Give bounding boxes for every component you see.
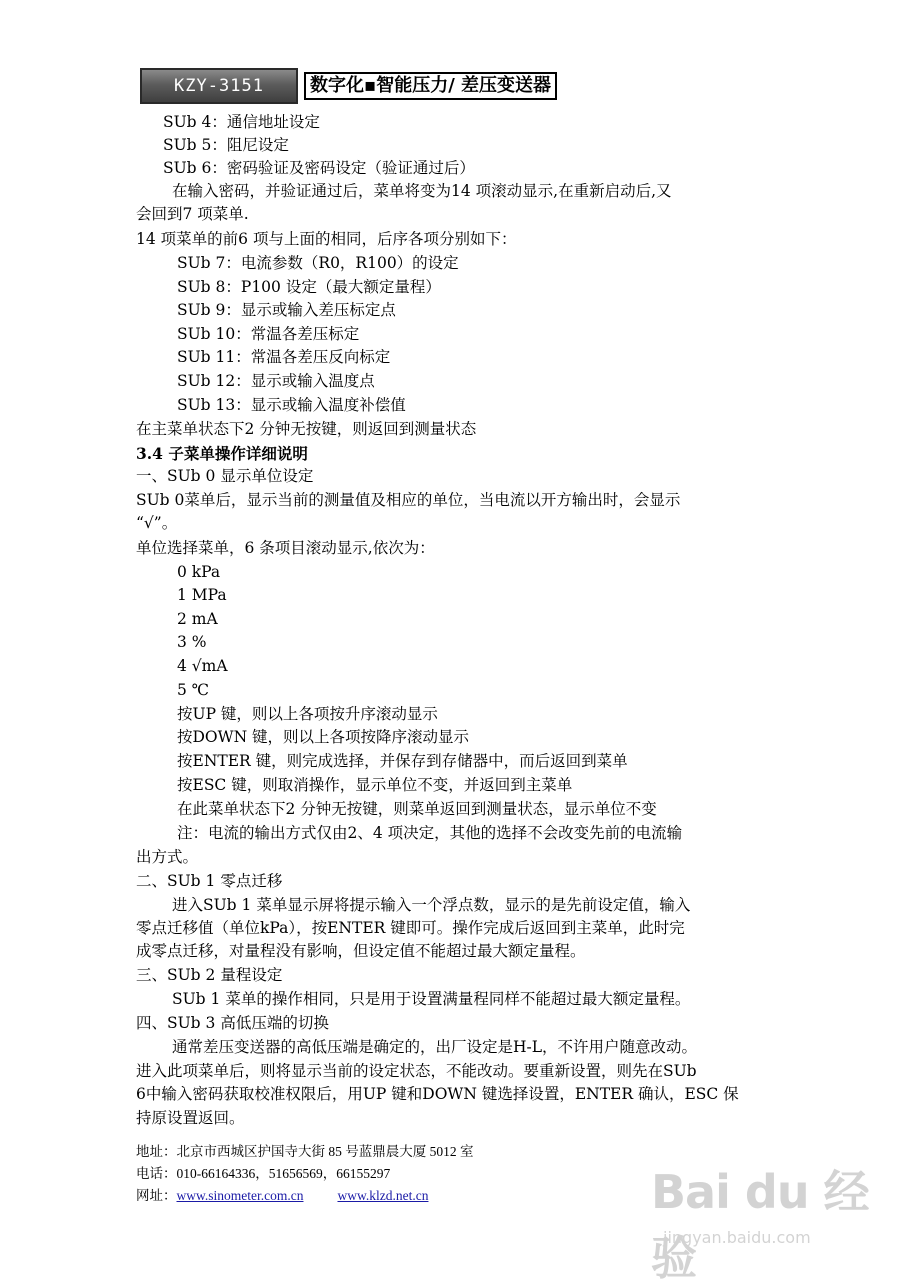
text-line: 会回到7 项菜单. [136,205,249,223]
text-line: SUb 6：密码验证及密码设定（验证通过后） [163,159,475,177]
unit-item: 3 % [177,633,207,651]
text-line: 按ENTER 键，则完成选择，并保存到存储器中，而后返回到菜单 [177,752,628,770]
text-line: 通常差压变送器的高低压端是确定的，出厂设定是H-L，不许用户随意改动。 [172,1038,698,1056]
unit-item: 1 MPa [177,586,227,604]
text-line: SUb 0菜单后，显示当前的测量值及相应的单位，当电流以开方输出时，会显示 [136,491,681,509]
footer-address: 地址：北京市西城区护国寺大街 85 号蓝鼎晨大厦 5012 室 [136,1144,474,1159]
text-line: SUb 8：P100 设定（最大额定量程） [177,278,441,296]
text-line: 持原设置返回。 [136,1109,245,1127]
baidu-watermark [645,1148,885,1285]
text-line: SUb 7：电流参数（R0，R100）的设定 [177,254,459,272]
subsection-heading: 二、SUb 1 零点迁移 [136,872,283,890]
text-line: 按ESC 键，则取消操作，显示单位不变，并返回到主菜单 [177,776,573,794]
text-line: SUb 13：显示或输入温度补偿值 [177,396,406,414]
text-line: 14 项菜单的前6 项与上面的相同，后序各项分别如下： [136,230,517,248]
text-line: 在主菜单状态下2 分钟无按键，则返回到测量状态 [136,420,477,438]
subsection-heading: 一、SUb 0 显示单位设定 [136,467,314,485]
text-line: SUb 10：常温各差压标定 [177,325,360,343]
unit-item: 5 ℃ [177,681,210,699]
text-line: SUb 12：显示或输入温度点 [177,372,375,390]
footer-phone: 电话：010-66164336，51656569，66155297 [136,1166,391,1181]
text-line: 按DOWN 键，则以上各项按降序滚动显示 [177,728,470,746]
text-line: 零点迁移值（单位kPa），按ENTER 键即可。操作完成后返回到主菜单，此时完 [136,919,685,937]
text-line: SUb 1 菜单的操作相同，只是用于设置满量程同样不能超过最大额定量程。 [172,990,691,1008]
watermark-url: jingyan.baidu.com [663,1228,811,1247]
text-line: 注：电流的输出方式仅由2、4 项决定，其他的选择不会改变先前的电流输 [177,824,683,842]
unit-item: 0 kPa [177,563,221,581]
text-line: 成零点迁移，对量程没有影响，但设定值不能超过最大额定量程。 [136,942,586,960]
footer-website [136,1186,428,1206]
unit-item: 2 mA [177,610,218,628]
text-line: 按UP 键，则以上各项按升序滚动显示 [177,705,438,723]
text-line: SUb 9：显示或输入差压标定点 [177,301,396,319]
subsection-heading: 三、SUb 2 量程设定 [136,966,283,984]
unit-item: 4 √mA [177,657,228,675]
text-line: 6中输入密码获取校准权限后，用UP 键和DOWN 键选择设置，ENTER 确认，ESC 保 [136,1085,739,1103]
text-line: 在此菜单状态下2 分钟无按键，则菜单返回到测量状态，显示单位不变 [177,800,657,818]
document-title: 数字化▪智能压力/ 差压变送器 [304,72,557,100]
text-line: SUb 4：通信地址设定 [163,113,320,131]
watermark-logo: Bai du 经验 [651,1165,869,1285]
text-line: 在输入密码，并验证通过后，菜单将变为14 项滚动显示,在重新启动后,又 [172,182,672,200]
text-line: SUb 5：阻尼设定 [163,136,289,154]
section-heading: 3.4 子菜单操作详细说明 [136,444,308,463]
text-line: “√”。 [136,514,178,532]
model-badge: KZY-3151 [140,68,298,104]
website-link-klzd[interactable]: www.klzd.net.cn [337,1188,429,1203]
subsection-heading: 四、SUb 3 高低压端的切换 [136,1014,329,1032]
website-link-sinometer[interactable]: www.sinometer.com.cn [176,1188,304,1203]
text-line: SUb 11：常温各差压反向标定 [177,348,391,366]
text-line: 进入此项菜单后，则将显示当前的设定状态，不能改动。要重新设置，则先在SUb [136,1062,697,1080]
text-line: 进入SUb 1 菜单显示屏将提示输入一个浮点数，显示的是先前设定值，输入 [172,896,691,914]
footer-web-label: 网址： [136,1188,177,1203]
text-line: 单位选择菜单，6 条项目滚动显示,依次为： [136,539,435,557]
text-line: 出方式。 [136,848,199,866]
